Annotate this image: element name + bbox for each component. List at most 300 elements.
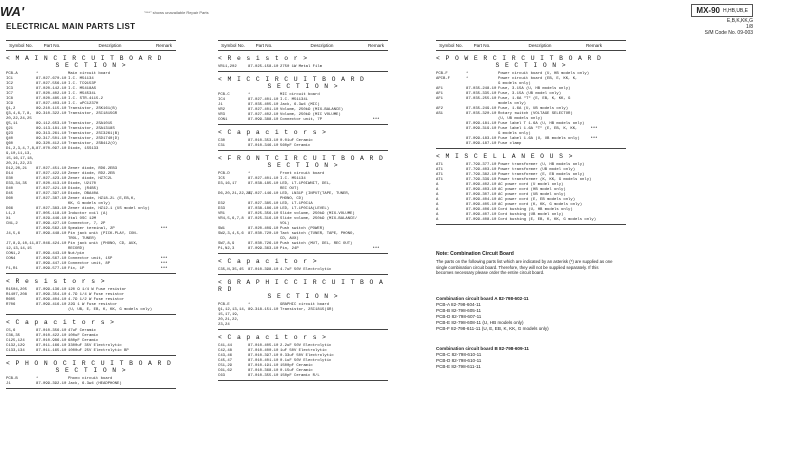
section-heading-line-1: < C a p a c i t o r s > (6, 319, 115, 326)
parts-table (6, 72, 176, 272)
symbol-cell: D32 (218, 202, 226, 206)
description-cell: Diode, DBA40A (68, 192, 99, 196)
part-no-cell: 87-020-402-10 (36, 92, 67, 96)
part-no-cell: 87-027-387-10 (36, 197, 67, 201)
description-cell: Inductor coil (A) (68, 212, 108, 216)
symbol-cell: AT1 (436, 178, 444, 182)
symbol-cell: C35,N,35,45 (218, 268, 244, 272)
symbol-cell: AT1 (436, 168, 444, 172)
description-cell: Fuse clamp (498, 142, 522, 146)
symbol-cell: J1 (6, 382, 11, 386)
description-cell: Fuse label T 1.6A (U, HB models only) (498, 122, 585, 126)
description-cell: 3300uF 35V Electrolytic (68, 344, 122, 348)
part-no-cell: 87-099-416-10 (36, 303, 67, 307)
description-cell: 0.15uF Ceramic (280, 369, 313, 373)
description-cell: Transistor, 2SA1318S (68, 127, 115, 131)
page-number: 1/8 (746, 24, 753, 30)
symbol-cell: C41,44 (218, 344, 233, 348)
symbol-cell: A (436, 203, 439, 207)
page-title: ELECTRICAL MAIN PARTS LIST (6, 22, 136, 31)
description-cell: 100uF Ceramic (68, 334, 99, 338)
part-no-cell: 87-027-383-10 (36, 207, 67, 211)
symbol-cell: D33 (218, 207, 226, 211)
description-cell: Fix, 1P (68, 267, 85, 271)
part-no-cell: 87-010-986-10 (36, 339, 67, 343)
header-desc: Description (528, 43, 552, 48)
description-cell: Transistor, 2SD1740(D) (68, 137, 120, 141)
remark-cell: *** (372, 118, 380, 122)
description-cell: Pin jack unit (PICK-PLAY, CON- (68, 232, 139, 236)
symbol-cell: C61,62 (218, 369, 233, 373)
symbol-cell: Q60 (6, 142, 14, 146)
description-cell: Fuse, 1.6A "T" (E, EB, K, KK, G (498, 97, 571, 101)
section-heading-line-2: S E C T I O N > (55, 367, 127, 374)
description-cell: I.C. M51134 (68, 77, 94, 81)
section-divider (436, 224, 626, 225)
section-heading-line-1: < P H O N O C I R C U I T B O A R D (6, 360, 172, 367)
section-heading (6, 360, 176, 374)
description-cell: Jack, 6.3w4 (MIC) (280, 103, 320, 107)
description-cell: (U, UB models only) (498, 117, 543, 121)
symbol-cell: C45,47 (218, 359, 233, 363)
remark-cell (364, 374, 388, 379)
symbol-cell: AT1 (436, 163, 444, 167)
section-divider (218, 329, 388, 330)
description-cell: Transistor, 2SK161(B) (68, 107, 118, 111)
symbol-cell: PCB-C (218, 93, 230, 97)
part-no-cell: 87-005-118-10 (36, 212, 67, 216)
model-variants: H,HB,UB,E (722, 7, 748, 14)
symbol-cell: C132,129 (6, 344, 25, 348)
symbol-cell: R706 (6, 303, 16, 307)
symbol-cell: SW2,3,4,5,6 (218, 232, 244, 236)
description-cell: Transistor, 2SC1815GR (68, 112, 118, 116)
symbol-cell: AF1 (436, 87, 444, 91)
remark-cell: *** (160, 267, 168, 271)
part-no-cell: 87-027-423-10 (36, 177, 67, 181)
description-cell: Power circuit board (U, HB models only) (498, 72, 590, 76)
table-row (218, 374, 388, 379)
part-no-cell: 87-010-405-10 (248, 344, 279, 348)
part-no-cell: 87-027-146-10 (248, 192, 279, 196)
part-no-cell: 87-099-406-10 (466, 208, 497, 212)
section-divider (6, 355, 176, 356)
description-cell: 4.7uF 50V Electrolytic (280, 268, 332, 272)
symbol-cell: CON4 (6, 257, 16, 261)
section-heading-line-1: < R e s i s t o r s > (6, 278, 106, 285)
symbol-cell: Q1,12,13,14, (218, 308, 247, 312)
section-heading (436, 55, 626, 69)
description-cell: Cord bushing (E, EB, K, KK, G models only) (498, 218, 597, 222)
part-no-cell (36, 308, 68, 313)
symbol-cell: IC5 (218, 177, 226, 181)
part-no-cell: 87-035-255-10 (466, 97, 497, 101)
description-cell (280, 323, 364, 328)
remark-cell: *** (590, 127, 598, 131)
description-cell: Phono circuit board (68, 377, 113, 381)
header-part: Part No. (255, 43, 273, 48)
description-cell: I.C. uPC1237H (68, 102, 99, 106)
part-no-cell: 87-099-448-10 (36, 232, 67, 236)
table-row (218, 247, 388, 252)
symbol-cell: C36,35 (6, 334, 21, 338)
symbol-cell: C43,46 (218, 354, 233, 358)
description-cell: 2750 1W Metal Film (280, 65, 323, 69)
part-no-cell: 87-030-726-10 (248, 242, 279, 246)
symbol-cell: Q3,4,6,7,8, (6, 112, 32, 116)
section-divider (6, 388, 176, 389)
part-no-cell: 87-027-401-10 (248, 177, 279, 181)
header-ref: Symbol No. (439, 43, 463, 48)
part-no-cell: 87-025-316-10 (248, 217, 279, 221)
page-info (705, 18, 753, 36)
part-no-cell: 87-038-185-10 (248, 182, 279, 186)
description-cell: Connector, 7, 2P (68, 222, 106, 226)
symbol-cell: 9,10,11,13, (6, 152, 32, 156)
description-cell: I.C. M51134 (280, 177, 306, 181)
part-no-cell: 87-010-400-10 (248, 349, 279, 353)
combo-a-head: Combination circuit board A 82-798-602-11 (436, 296, 529, 301)
part-no-cell: * (466, 77, 469, 81)
part-no-cell: 87-027-397-10 (36, 192, 67, 196)
description-cell: Volume, 250kΩ (MIX-BALANCE) (280, 108, 344, 112)
description-cell: Tact switch (TUNER, TAPE, PHONO, (280, 232, 355, 236)
description-cell: Fuse, 3.15A (U, HB models only) (498, 87, 571, 91)
symbol-cell: J7,8,9,10,11, (6, 242, 37, 246)
section-heading (6, 55, 176, 69)
table-row (218, 118, 388, 123)
remark-cell (582, 218, 606, 223)
part-no-cell: 87-038-186-10 (248, 207, 279, 211)
description-cell: 0.33uF 50V Electrolytic (280, 354, 334, 358)
description-cell: Transistor, 2SC3261(B) (68, 132, 120, 136)
section-heading (218, 76, 388, 90)
symbol-cell: VR1 (218, 212, 226, 216)
part-no-cell: 87-020-409-10 (248, 227, 279, 231)
description-cell: Diode, 1SS133 (68, 147, 99, 151)
symbol-cell: 20,21,22,23 (6, 162, 32, 166)
header-desc: Description (310, 43, 334, 48)
section-heading-line-1: < F R O N T C I R C U I T B O A R D (218, 155, 384, 162)
header-ref: Symbol No. (9, 43, 33, 48)
part-no-cell: 87-010-397-10 (248, 354, 279, 358)
column-3 (436, 40, 626, 226)
symbol-cell: IC8 (6, 97, 14, 101)
symbol-cell: VR3 (218, 113, 226, 117)
table-row (436, 142, 626, 147)
symbol-cell: AS1 (436, 112, 444, 116)
symbol-cell: R1407,208 (6, 293, 28, 297)
symbol-cell: A (436, 188, 439, 192)
parts-table (218, 303, 388, 328)
symbol-cell: PCB-F (436, 72, 448, 76)
symbol-cell: 20,21,22, (218, 318, 240, 322)
parts-table (218, 93, 388, 123)
part-no-cell: 87-027-401-10 (248, 98, 279, 102)
part-no-cell: 87-035-248-10 (466, 87, 497, 91)
description-cell: REC OUT) (280, 187, 299, 191)
part-no-cell: 87-020-142-10 (36, 87, 67, 91)
section-heading-line-1: < M I S C E L L A N E O U S > (436, 153, 574, 160)
symbol-cell: A (436, 218, 439, 222)
symbol-cell: CN1,2 (6, 222, 18, 226)
section-heading-line-2: S E C T I O N > (267, 293, 339, 300)
part-no-cell: 87-010-368-10 (248, 369, 279, 373)
symbol-cell: A (436, 193, 439, 197)
description-cell: LED, LT-1P0C1A(LEVEL) (280, 207, 330, 211)
part-no-cell: 87-027-670-10 (36, 77, 67, 81)
description-cell: Front circuit board (280, 172, 325, 176)
description-cell: 2.2uF 50V Electrolytic (280, 344, 332, 348)
part-no-cell: 87-099-447-10 (36, 262, 67, 266)
description-cell: Power circuit board (EB, E, KK, K, (498, 77, 578, 81)
combo-board-a (436, 296, 549, 332)
description-cell: Transistor, 2SA1015 (68, 122, 113, 126)
symbol-cell: AF1 (436, 97, 444, 101)
header-part: Part No. (473, 43, 491, 48)
table-header (218, 40, 388, 51)
parts-table (218, 172, 388, 252)
remark-cell (364, 323, 388, 328)
header-remark: Remark (585, 43, 603, 48)
combination-note (436, 252, 616, 276)
remark-cell (364, 268, 388, 273)
parts-table (218, 268, 388, 273)
table-row (6, 382, 176, 387)
description-cell: 4.7Ω 1/2 W Fuse resistor (68, 298, 125, 302)
part-no-cell: 87-010-353-10 (248, 139, 279, 143)
description-cell: LED, LT-1P0C1A (280, 202, 313, 206)
symbol-cell: D40 (6, 187, 14, 191)
symbol-cell: VR11,202 (218, 65, 237, 69)
header-remark: Remark (367, 43, 385, 48)
part-no-cell: * (36, 377, 39, 381)
remark-cell (152, 308, 176, 313)
section-heading (218, 129, 388, 136)
part-no-cell: 87-099-402-10 (466, 183, 497, 187)
description-cell: Xtal OSC 12M (68, 217, 97, 221)
combo-b-line: PCB-D 82-798-610-11 (436, 358, 482, 363)
symbol-cell: CON1 (218, 118, 228, 122)
description-cell: G models only) (498, 82, 531, 86)
description-cell: 0.1uF 50V Electrolytic (280, 359, 332, 363)
part-no-cell: 87-799-382-10 (466, 173, 497, 177)
section-heading-line-1: < C a p a c i t o r > (218, 258, 318, 265)
section-heading-line-2: S E C T I O N > (267, 83, 339, 90)
combo-b-line: PCB-E 82-798-611-11 (436, 364, 481, 369)
combo-a-line: PCB-B 82-798-605-11 (436, 308, 482, 313)
symbol-cell: Q40 (6, 137, 14, 141)
part-no-cell: * (248, 93, 251, 97)
description-cell: 150pF Ceramic R/L (280, 374, 320, 378)
part-no-cell: 87-027-421-10 (36, 187, 67, 191)
part-no-cell: 87-099-181-10 (466, 122, 497, 126)
symbol-cell: SW7,8,9 (218, 242, 235, 246)
part-no-cell: 87-099-388-10 (248, 118, 279, 122)
part-no-cell: 87-025-356-10 (248, 212, 279, 216)
remark-cell (582, 142, 606, 147)
symbol-cell: AF1 (436, 92, 444, 96)
description-cell: AC power cord (HB model only) (498, 188, 566, 192)
description-cell: 560pF Ceramic (280, 144, 311, 148)
part-no-cell: 87-027-402-10 (248, 113, 279, 117)
description-cell: I.C. M51134L (280, 98, 309, 102)
section-heading (218, 279, 388, 300)
symbol-cell: X1 (6, 217, 11, 221)
table-row (218, 323, 388, 328)
table-row (436, 218, 626, 223)
description-cell: LED, LT-1P0IWNIT, DEL, (280, 182, 332, 186)
model-number: MX-90 (696, 6, 720, 15)
section-heading-line-2: S E C T I O N > (55, 62, 127, 69)
sm-code: S/M Code No. 09-003 (704, 30, 753, 36)
symbol-cell: Q1,2 (6, 107, 16, 111)
combo-a-line: PCB-E 82-798-608-11 (U, HB models only) (436, 320, 524, 325)
symbol-cell: Q5,11 (6, 122, 18, 126)
symbol-cell: APCB-F (436, 77, 451, 81)
symbol-cell: 15,17,19, (218, 313, 240, 317)
section-heading-line-1: < C a p a c i t o r s > (218, 334, 327, 341)
description-cell: AC power cord (E, EB models only) (498, 198, 576, 202)
part-no-cell: 89-313-261-10 (36, 132, 67, 136)
part-no-cell: 87-010-398-10 (248, 268, 279, 272)
part-no-cell: 89-320-412-10 (36, 142, 67, 146)
part-no-cell: 87-010-356-10 (36, 329, 67, 333)
header-part: Part No. (43, 43, 61, 48)
description-cell: Transistor, 2SC1815(GR) (280, 308, 334, 312)
part-no-cell: 89-112-653-10 (36, 122, 67, 126)
symbol-cell: R605 (6, 298, 16, 302)
symbol-cell: PCB-B (6, 377, 18, 381)
description-cell: KK, G models only) (68, 202, 111, 206)
section-heading (218, 258, 388, 265)
description-cell: Zener diode, RD6.2EB3 (68, 167, 118, 171)
symbol-cell: D30 (6, 177, 14, 181)
part-no-cell: 89-318-151-10 (248, 308, 279, 312)
part-no-cell: 87-020-485-10 (36, 97, 67, 101)
symbol-cell: D60 (6, 197, 14, 201)
header-desc: Description (98, 43, 122, 48)
symbol-cell: Q23 (6, 132, 14, 136)
section-heading (218, 155, 388, 169)
table-row (218, 268, 388, 273)
symbol-cell: P1,N2,3 (218, 247, 235, 251)
symbol-cell: AF2 (436, 107, 444, 111)
symbol-cell: PCB-D (218, 172, 230, 176)
symbol-cell: J1 (218, 103, 223, 107)
description-cell: AC power cord (U model only) (498, 183, 564, 187)
symbol-cell: D33,34,35 (6, 182, 28, 186)
part-no-cell: 89-310-322-10 (36, 112, 67, 116)
symbol-cell: IC7 (6, 92, 14, 96)
section-heading (218, 55, 388, 62)
symbol-cell: C30 (218, 139, 226, 143)
part-no-cell: 87-099-183-10 (466, 137, 497, 141)
description-cell: Fuse label 1.6A (U, UB models only) (498, 137, 580, 141)
description-cell: Power transformer (K, KK, G models only) (498, 178, 592, 182)
symbol-cell: D45 (6, 192, 14, 196)
parts-table (6, 288, 176, 313)
section-divider (218, 380, 388, 381)
description-cell: Push switch (POWER) (280, 227, 325, 231)
symbol-cell: IC2 (6, 82, 14, 86)
brand-logo: WA' (0, 4, 25, 19)
description-cell: MIC circuit board (280, 93, 320, 97)
symbol-cell: J4,5,6 (6, 232, 21, 236)
description-cell: 1uF 50V Electrolytic (280, 349, 327, 353)
description-cell: Zener diode, HZ18-2L (E,EB,K, (68, 197, 136, 201)
symbol-cell: CON1,2 (6, 252, 21, 256)
symbol-cell: C133,134 (6, 349, 25, 353)
description-cell: RECORD) (68, 247, 85, 251)
remark-cell (364, 144, 388, 149)
symbol-cell: PCB-E (218, 303, 230, 307)
combo-a-line: PCB-F 82-798-611-11 (U, E, EB, K, KK, G models only) (436, 326, 549, 331)
parts-table (436, 163, 626, 223)
part-no-cell: 87-799-377-10 (466, 163, 497, 167)
remark-cell: *** (590, 137, 598, 141)
part-no-cell: 87-010-346-10 (248, 144, 279, 148)
description-cell: Power transformer (U, HB models only) (498, 163, 585, 167)
symbol-cell: IC4 (218, 98, 226, 102)
part-no-cell: 89-317-501-10 (36, 137, 67, 141)
remark-cell (152, 349, 176, 354)
description-cell: Volume, 250kΩ (MIC VOLUME) (280, 113, 341, 117)
table-row (218, 144, 388, 149)
description-cell: Power transformer (UB model only) (498, 168, 576, 172)
model-box (691, 4, 753, 17)
symbol-cell: AT1 (436, 173, 444, 177)
symbol-cell: PCB-A (6, 72, 18, 76)
note-text: The parts on the following parts list which are indicated by an asterisk (*) are supplied as one single combination circuit board. Therefore, they will not be supplied separately. If this becomes necessary please order the entire circuit board. (436, 259, 613, 276)
symbol-cell: A (436, 208, 439, 212)
part-no-cell: 87-099-427-10 (36, 222, 67, 226)
symbol-cell: SW1 (218, 227, 226, 231)
section-heading-line-2: S E C T I O N > (495, 62, 567, 69)
part-no-cell: 89-113-181-10 (36, 127, 67, 131)
part-no-cell: 89-210-115-10 (36, 107, 67, 111)
part-no-cell: 87-099-319-10 (466, 127, 497, 131)
description-cell: Cord bushing (UB model only) (498, 213, 564, 217)
symbol-cell: C125,124 (6, 339, 25, 343)
part-no-cell (248, 323, 280, 328)
part-no-cell: 87-020-413-10 (36, 182, 67, 186)
section-heading-line-1: < M I C C I R C U I T B O A R D (218, 76, 365, 83)
description-cell: I.C. STR-4115-2 (68, 97, 104, 101)
header-ref: Symbol No. (221, 43, 245, 48)
section-divider (218, 150, 388, 151)
part-no-cell: 87-027-385-10 (248, 202, 279, 206)
part-no-cell: 87-035-320-10 (466, 112, 497, 116)
description-cell: Diode, U2170 (68, 182, 97, 186)
part-no-cell: 87-010-355-10 (248, 374, 279, 378)
part-no-cell: * (248, 172, 251, 176)
description-cell: Transistor, 2SB412(O) (68, 142, 118, 146)
combo-board-b (436, 346, 529, 370)
symbol-cell: C31 (218, 144, 226, 148)
table-header (436, 40, 626, 51)
symbol-cell: D66 (6, 207, 14, 211)
combo-a-line: PCB-A 82-798-604-11 (436, 302, 481, 307)
section-divider (218, 124, 388, 125)
part-no-cell: 87-799-339-10 (466, 178, 497, 182)
description-cell: Connector unit, 15P (68, 257, 113, 261)
description-cell: models only) (498, 102, 527, 106)
part-no-cell: 87-099-363-10 (248, 247, 279, 251)
part-no-cell: 87-070-097-10 (36, 147, 67, 151)
description-cell: AC power cord (UB model only) (498, 193, 566, 197)
part-no-cell: 87-011-165-10 (36, 349, 67, 353)
